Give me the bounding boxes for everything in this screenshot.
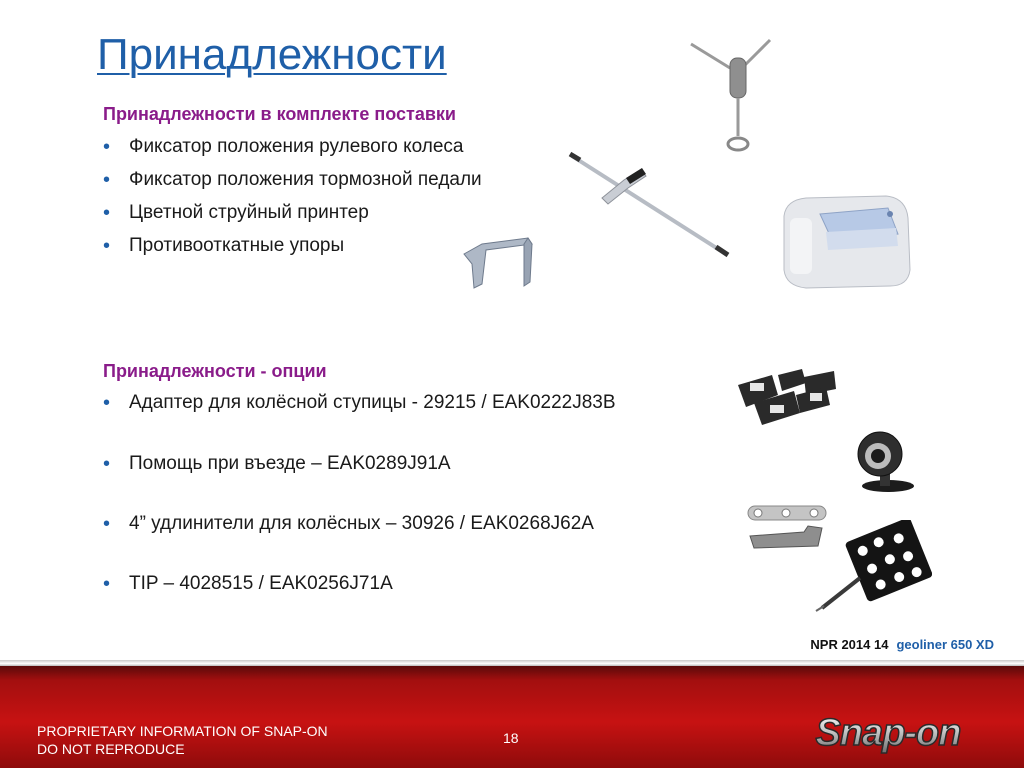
list-item: • Помощь при въезде – EAK0289J91A <box>103 453 451 475</box>
page-title: Принадлежности <box>97 30 447 79</box>
wheel-chock-icon <box>458 234 538 292</box>
list-item: • TIP – 4028515 / EAK0256J71A <box>103 573 393 595</box>
list-item: • Фиксатор положения тормозной педали <box>103 169 482 191</box>
proprietary-notice: PROPRIETARY INFORMATION OF SNAP-ON DO NOT REPRODUCE <box>37 723 328 757</box>
steering-wheel-holder-icon <box>686 36 786 156</box>
list-item: • Противооткатные упоры <box>103 235 345 257</box>
list-item: • Цветной струйный принтер <box>103 202 369 224</box>
list-item: • 4” удлинители для колёсных – 30926 / EAK0268J62A <box>103 513 594 535</box>
brake-pedal-depressor-icon <box>566 150 736 262</box>
svg-text:Snap-on: Snap-on <box>815 712 961 754</box>
options-heading: Принадлежности - опции <box>103 361 327 381</box>
webcam-icon <box>848 428 922 492</box>
tip-target-icon <box>812 520 932 612</box>
hub-adapter-icon <box>734 369 838 425</box>
list-item: • Адаптер для колёсной ступицы - 29215 / EAK0222J83B <box>103 392 616 414</box>
snap-on-logo <box>786 710 990 754</box>
footer-npr: NPR 2014 14 geoliner 650 XD <box>810 637 994 652</box>
options-list <box>103 392 616 603</box>
inkjet-printer-icon <box>776 188 918 292</box>
list-item: • Фиксатор положения рулевого колеса <box>103 136 464 158</box>
included-heading: Принадлежности в комплекте поставки <box>103 104 456 124</box>
page-number: 18 <box>503 730 519 746</box>
included-list <box>103 136 482 268</box>
